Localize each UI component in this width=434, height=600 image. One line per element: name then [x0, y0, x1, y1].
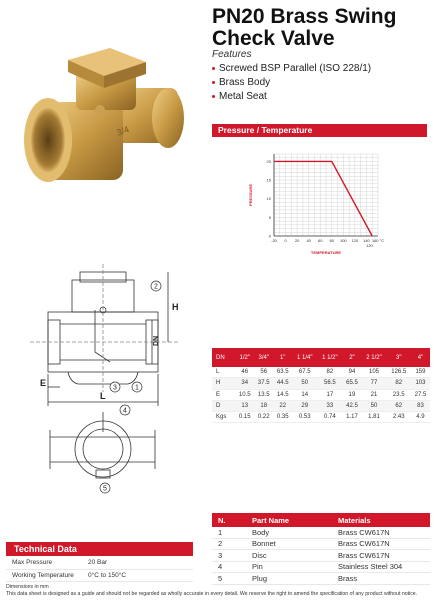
- feature-item: Brass Body: [212, 76, 371, 90]
- dimensions-cell: 50: [292, 378, 317, 389]
- dimensions-cell: 105: [361, 367, 386, 378]
- dimensions-cell: 34: [235, 378, 254, 389]
- dimensions-header-cell: 1 1/4": [292, 348, 317, 367]
- parts-cell: 5: [212, 573, 246, 585]
- dimensions-cell: 67.5: [292, 367, 317, 378]
- y-tick-label: 20: [266, 158, 271, 164]
- dimensions-cell: 0.35: [273, 412, 292, 423]
- callout-1: 1: [135, 384, 139, 392]
- dimensions-cell: 14.5: [273, 389, 292, 400]
- dimensions-cell: 65.5: [342, 378, 361, 389]
- dimensions-header-cell: 1": [273, 348, 292, 367]
- dimensions-cell: 4.9: [411, 412, 430, 423]
- dimensions-header-cell: 3": [387, 348, 411, 367]
- parts-row: [212, 550, 430, 562]
- dimensions-cell: D: [212, 400, 235, 411]
- x-tick-label: 60: [317, 238, 323, 243]
- valve-photo: [18, 40, 196, 200]
- dimensions-cell: 83: [411, 400, 430, 411]
- dimensions-cell: Kgs: [212, 412, 235, 423]
- dimensions-cell: 22: [273, 400, 292, 411]
- y-tick-label: 15: [266, 177, 271, 183]
- technical-value: 0°C to 150°C: [82, 569, 193, 582]
- dimensions-cell: 0.15: [235, 412, 254, 423]
- dimensions-header-cell: 1/2": [235, 348, 254, 367]
- technical-label: Working Temperature: [6, 569, 82, 582]
- dimensions-header-row: [212, 348, 430, 367]
- dim-dn-label: DN: [153, 335, 160, 346]
- footer: [6, 584, 431, 598]
- parts-table: [212, 513, 430, 585]
- dimensions-cell: 77: [361, 378, 386, 389]
- dimensions-cell: 0.53: [292, 412, 317, 423]
- parts-cell: Brass CW617N: [332, 527, 430, 538]
- feature-item: Screwed BSP Parallel (ISO 228/1): [212, 62, 371, 76]
- dimensions-header-cell: 3/4": [254, 348, 273, 367]
- parts-cell: Body: [246, 527, 332, 538]
- dimensions-row: [212, 367, 430, 378]
- technical-drawing: [10, 262, 205, 500]
- bottom-view: [50, 412, 155, 478]
- parts-cell: Disc: [246, 550, 332, 562]
- callout-2: 2: [154, 283, 158, 291]
- parts-cell: Plug: [246, 573, 332, 585]
- x-tick-label: 120: [351, 238, 359, 243]
- dimensions-row: [212, 378, 430, 389]
- parts-header-number: N.: [212, 513, 246, 527]
- dimensions-cell: 18: [254, 400, 273, 411]
- parts-cell: 4: [212, 561, 246, 573]
- x-tick-label: 0: [284, 238, 287, 243]
- x-tick-label: 140: [363, 238, 370, 243]
- dimensions-cell: 27.5: [411, 389, 430, 400]
- technical-label: Max Pressure: [6, 557, 82, 569]
- dimensions-cell: 126.5: [387, 367, 411, 378]
- features-list: [212, 62, 371, 104]
- dimensions-cell: 0.74: [317, 412, 342, 423]
- dimensions-cell: 14: [292, 389, 317, 400]
- dim-e-label: E: [40, 378, 47, 388]
- parts-cell: Bonnet: [246, 538, 332, 550]
- dimensions-cell: 62: [387, 400, 411, 411]
- dim-h-label: H: [172, 302, 179, 312]
- dimensions-header-cell: 1 1/2": [317, 348, 342, 367]
- parts-row: [212, 573, 430, 585]
- dimensions-cell: 63.5: [273, 367, 292, 378]
- pressure-temperature-heading: Pressure / Temperature: [212, 124, 427, 137]
- dim-l-label: L: [100, 391, 106, 401]
- x-axis-label: TEMPERATURE: [310, 250, 342, 255]
- parts-row: [212, 538, 430, 550]
- dimensions-header-cell: 2": [342, 348, 361, 367]
- parts-cell: Brass: [332, 573, 430, 585]
- technical-row: [6, 557, 193, 569]
- feature-item: Metal Seat: [212, 90, 371, 104]
- dimensions-cell: 19: [342, 389, 361, 400]
- callout-4: 4: [123, 407, 127, 415]
- dimensions-cell: 46: [235, 367, 254, 378]
- dimensions-cell: E: [212, 389, 235, 400]
- dimensions-cell: 33: [317, 400, 342, 411]
- x-tick-label: 160 °C: [371, 238, 385, 243]
- dimensions-cell: 13.5: [254, 389, 273, 400]
- parts-cell: Brass CW617N: [332, 538, 430, 550]
- parts-header-name: Part Name: [246, 513, 332, 527]
- y-tick-label: 0: [268, 233, 271, 239]
- dimensions-cell: 82: [387, 378, 411, 389]
- y-axis-label: PRESSURE: [248, 183, 253, 207]
- y-tick-label: 10: [266, 196, 271, 202]
- parts-cell: Brass CW617N: [332, 550, 430, 562]
- technical-data-heading: Technical Data: [6, 542, 193, 556]
- chart-grid: [274, 154, 378, 236]
- dimensions-cell: 21: [361, 389, 386, 400]
- x-tick-label: 20: [294, 238, 300, 243]
- pressure-temperature-chart: [240, 144, 420, 256]
- x-tick-label: -20: [271, 238, 277, 243]
- dimensions-cell: 37.5: [254, 378, 273, 389]
- parts-cell: 2: [212, 538, 246, 550]
- dimensions-cell: 1.81: [361, 412, 386, 423]
- parts-cell: Pin: [246, 561, 332, 573]
- dimensions-cell: 0.22: [254, 412, 273, 423]
- callout-3: 3: [113, 384, 117, 392]
- footer-dimensions-note: Dimensions in mm: [6, 584, 49, 590]
- dimensions-cell: 23.5: [387, 389, 411, 400]
- parts-cell: 1: [212, 527, 246, 538]
- parts-header-row: [212, 513, 430, 527]
- x-extra-tick-label: 120: [366, 243, 373, 248]
- technical-data-table: [6, 557, 193, 582]
- dimensions-cell: 17: [317, 389, 342, 400]
- footer-disclaimer: This data sheet is designed as a guide and should not be regarded as wholly accurate in every detail. We reserve the right to amend the specification of any product without notice.: [6, 591, 418, 597]
- x-tick-label: 40: [306, 238, 311, 243]
- dimensions-cell: 42.5: [342, 400, 361, 411]
- dimensions-header-cell: DN: [212, 348, 235, 367]
- dimensions-cell: H: [212, 378, 235, 389]
- dimensions-cell: L: [212, 367, 235, 378]
- parts-cell: Stainless Steel 304: [332, 561, 430, 573]
- dimensions-header-cell: 2 1/2": [361, 348, 386, 367]
- dimensions-cell: 29: [292, 400, 317, 411]
- dimensions-cell: 44.5: [273, 378, 292, 389]
- dimensions-cell: 1.17: [342, 412, 361, 423]
- dimensions-cell: 2.43: [387, 412, 411, 423]
- dimensions-cell: 56.5: [317, 378, 342, 389]
- dimensions-cell: 103: [411, 378, 430, 389]
- dimensions-cell: 94: [342, 367, 361, 378]
- dimensions-cell: 50: [361, 400, 386, 411]
- dimensions-cell: 10.5: [235, 389, 254, 400]
- dimensions-row: [212, 389, 430, 400]
- technical-value: 20 Bar: [82, 557, 193, 569]
- y-tick-labels: [267, 159, 272, 239]
- dimensions-row: [212, 412, 430, 423]
- dimensions-header-cell: 4": [411, 348, 430, 367]
- x-tick-label: 100: [339, 238, 347, 243]
- y-tick-label: 5: [268, 214, 271, 220]
- x-tick-label: 80: [329, 238, 335, 243]
- callout-5: 5: [103, 485, 107, 493]
- dimensions-cell: 82: [317, 367, 342, 378]
- dimensions-cell: 159: [411, 367, 430, 378]
- features-heading: Features: [212, 49, 252, 60]
- parts-cell: 3: [212, 550, 246, 562]
- parts-header-materials: Materials: [332, 513, 430, 527]
- dimensions-row: [212, 400, 430, 411]
- dimensions-table: [212, 348, 430, 423]
- svg-text:3/4: 3/4: [115, 124, 131, 138]
- product-title: PN20 Brass Swing Check Valve: [212, 5, 397, 50]
- technical-row: [6, 569, 193, 582]
- dimensions-cell: 56: [254, 367, 273, 378]
- parts-row: [212, 561, 430, 573]
- dimensions-cell: 13: [235, 400, 254, 411]
- parts-row: [212, 527, 430, 538]
